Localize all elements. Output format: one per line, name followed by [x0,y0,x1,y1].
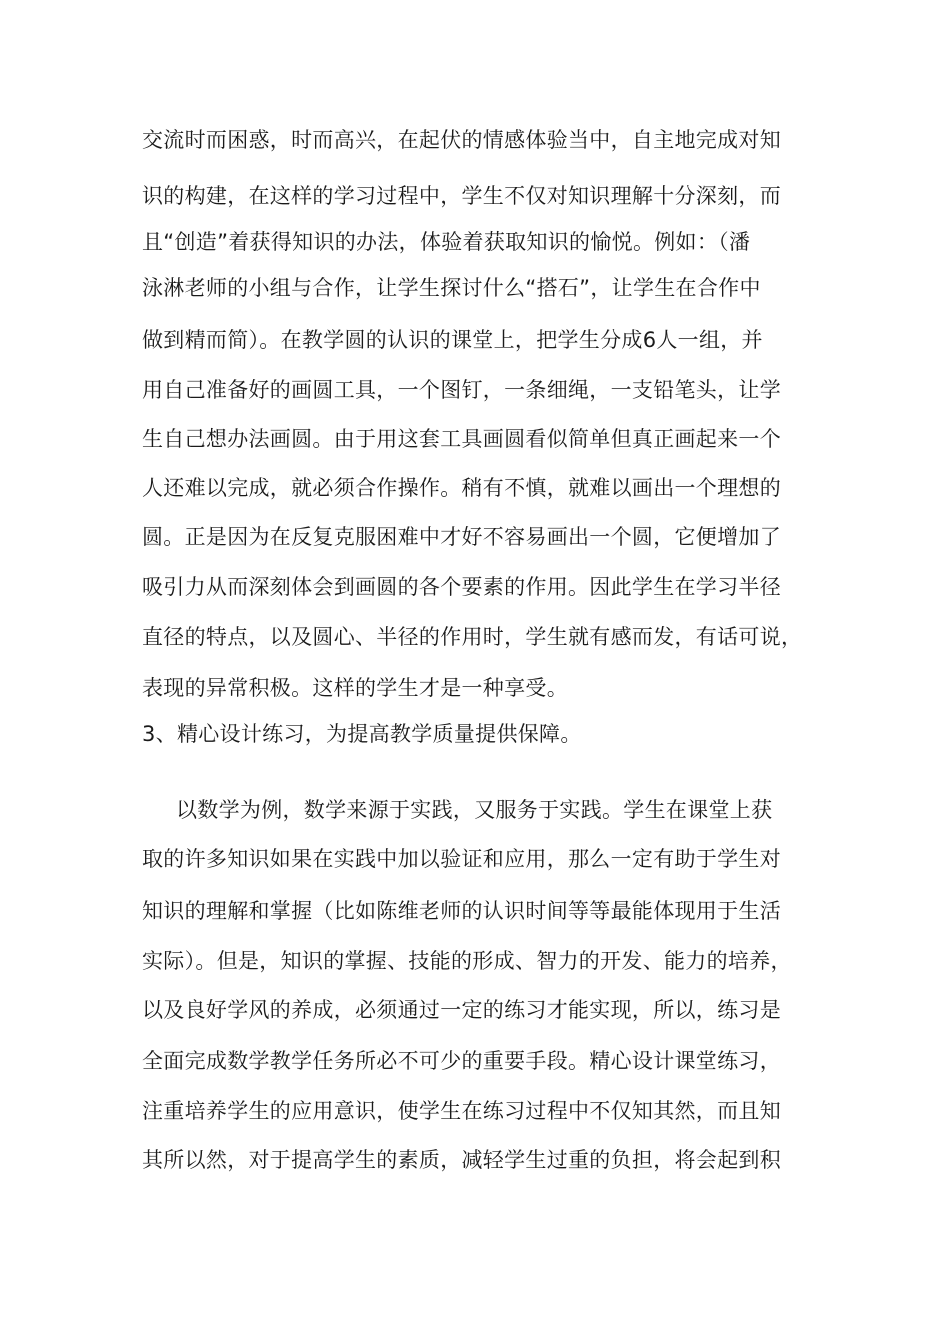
text-line: 用自己准备好的画圆工具，一个图钉，一条细绳，一支铅笔头，让学 [142,378,781,402]
text-line: 生自己想办法画圆。由于用这套工具画圆看似简单但真正画起来一个 [142,427,781,451]
text-line: 全面完成数学教学任务所必不可少的重要手段。精心设计课堂练习， [142,1049,781,1073]
text-line: 其所以然，对于提高学生的素质，减轻学生过重的负担，将会起到积 [142,1148,781,1172]
paragraph-first-line: 以数学为例，数学来源于实践，又服务于实践。学生在课堂上获 [176,798,773,822]
text-line: 知识的理解和掌握（比如陈维老师的认识时间等等最能体现用于生活 [142,899,781,923]
text-line: 识的构建，在这样的学习过程中，学生不仅对知识理解十分深刻，而 [142,184,781,208]
text-line: 做到精而简）。在教学圆的认识的课堂上，把学生分成6人一组，并 [142,328,763,352]
text-line: 取的许多知识如果在实践中加以验证和应用，那么一定有助于学生对 [142,847,781,871]
text-line: 直径的特点，以及圆心、半径的作用时，学生就有感而发，有话可说， [142,625,803,649]
text-line: 吸引力从而深刻体会到画圆的各个要素的作用。因此学生在学习半径 [142,575,781,599]
text-line: 以及良好学风的养成，必须通过一定的练习才能实现，所以，练习是 [142,998,781,1022]
text-line: 实际）。但是，知识的掌握、技能的形成、智力的开发、能力的培养， [142,949,792,973]
text-line: 注重培养学生的应用意识，使学生在练习过程中不仅知其然，而且知 [142,1099,781,1123]
text-line: 人还难以完成，就必须合作操作。稍有不慎，就难以画出一个理想的 [142,476,781,500]
section-heading: 3、精心设计练习，为提高教学质量提供保障。 [142,722,582,746]
text-line: 表现的异常积极。这样的学生才是一种享受。 [142,676,568,700]
text-line: 且“创造”着获得知识的办法，体验着获取知识的愉悦。例如：（潘 [142,230,751,254]
text-line: 圆。正是因为在反复克服困难中才好不容易画出一个圆，它便增加了 [142,525,781,549]
text-line: 泳淋老师的小组与合作，让学生探讨什么“搭石”，让学生在合作中 [142,276,761,300]
text-line: 交流时而困惑，时而高兴，在起伏的情感体验当中，自主地完成对知 [142,128,781,152]
